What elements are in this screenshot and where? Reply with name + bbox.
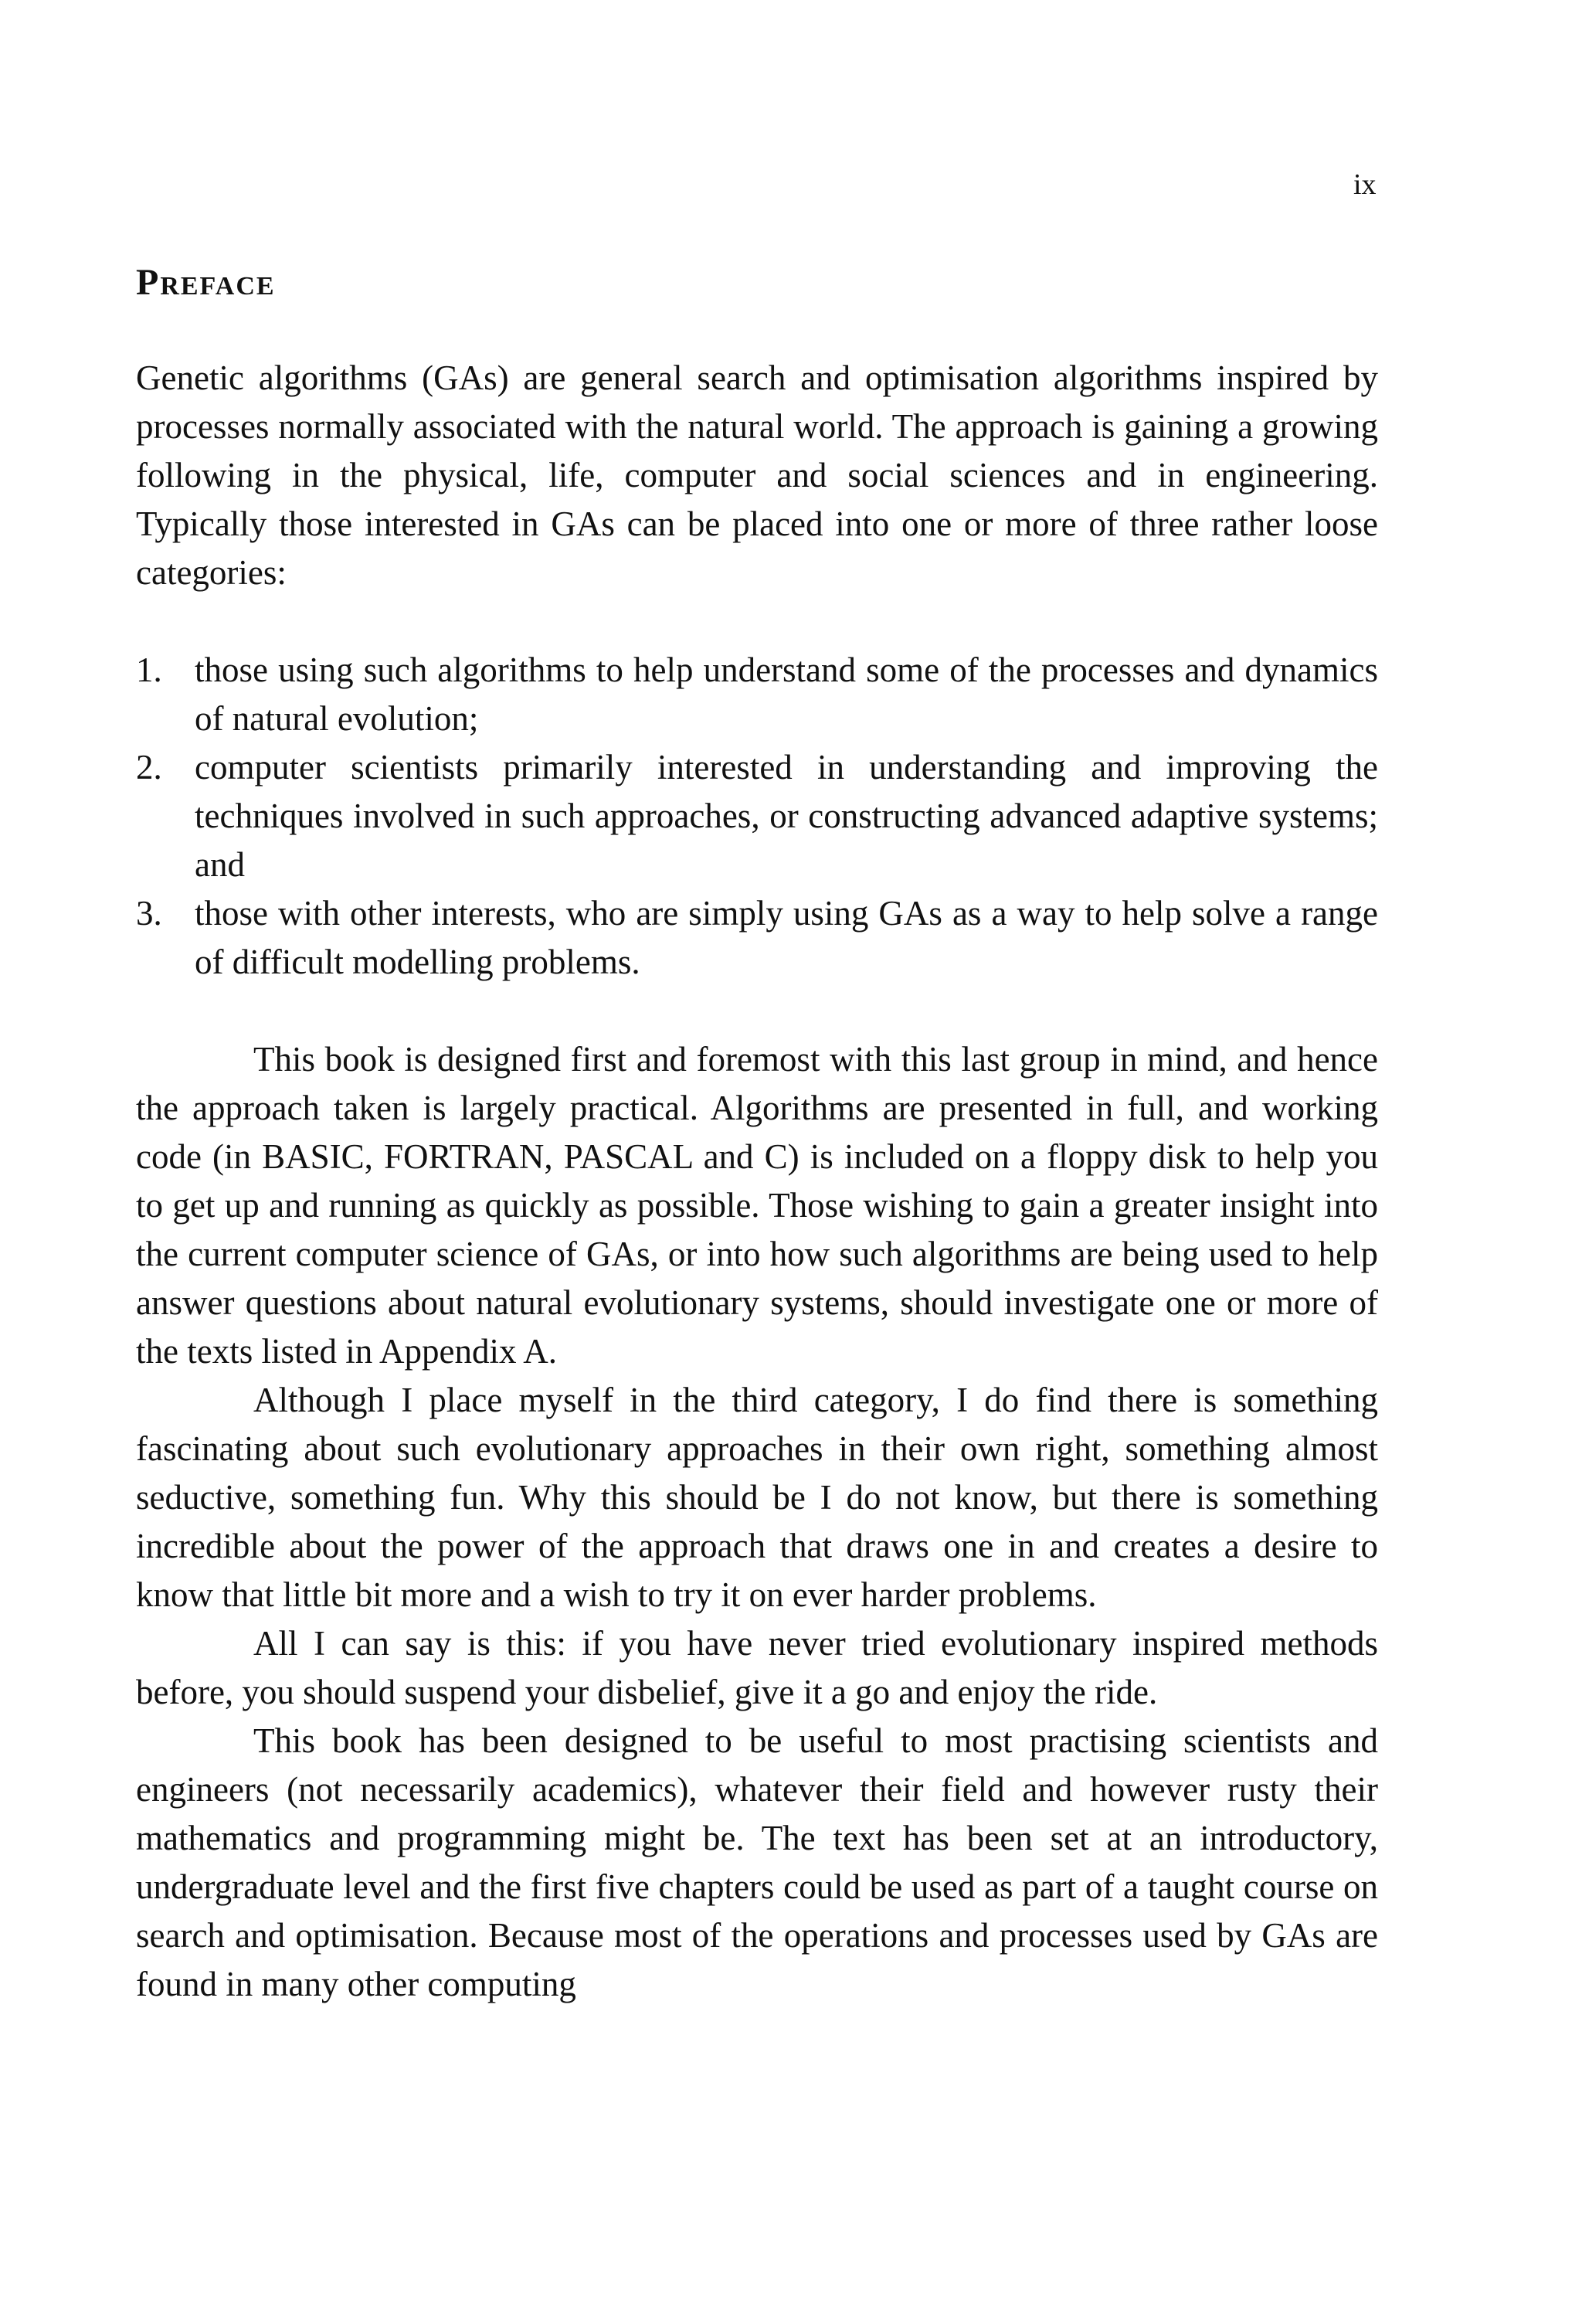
paragraph: All I can say is this: if you have never tried evolutionary inspired methods before, you should suspend your disbelief, give it a go and enjoy the ride. [136, 1624, 1378, 1711]
list-item-number: 2. [136, 748, 162, 787]
list-item [136, 743, 1378, 889]
list-item-text: those with other interests, who are simply using GAs as a way to help solve a range of difficult modelling problems. [195, 894, 1378, 981]
list-item-text: computer scientists primarily interested in understanding and improving the techniques involved in such approaches, or constructing advanced adaptive systems; and [195, 748, 1378, 884]
list-item-number: 1. [136, 651, 162, 689]
paragraph: Although I place myself in the third category, I do find there is something fascinating about such evolutionary approaches in their own right, something almost seductive, something fun. Why this should be I do not know, but there is something incredible about the power of the approach that draws one in and creates a desire to know that little bit more and a wish to try it on ever harder problems. [136, 1381, 1378, 1614]
page-number: ix [1353, 168, 1377, 201]
body-text [136, 354, 1378, 2009]
intro-paragraph: Genetic algorithms (GAs) are general search and optimisation algorithms inspired by processes normally associated with the natural world. The approach is gaining a growing following in the physical, life, computer and social sciences and in engineering. Typically those interested in GAs can be placed into one or more of three rather loose categories: [136, 358, 1378, 592]
paragraph: This book is designed first and foremost with this last group in mind, and hence the approach taken is largely practical. Algorithms are presented in full, and working code (in BASIC, FORTRAN, PASCAL and C) is included on a floppy disk to help you to get up and running as quickly as possible. Those wishing to gain a greater insight into the current computer science of GAs, or into how such algorithms are being used to help answer questions about natural evolutionary systems, should investigate one or more of the texts listed in Appendix A. [136, 1040, 1378, 1371]
categories-list [136, 646, 1378, 987]
section-heading: Preface [136, 262, 276, 303]
list-item-number: 3. [136, 894, 162, 933]
paragraph: This book has been designed to be useful to most practising scientists and engineers (not necessarily academics), whatever their field and however rusty their mathematics and programming might be. The text has been set at an introductory, undergraduate level and the first five chapters could be used as part of a taught course on search and optimisation. Because most of the operations and processes used by GAs are found in many other computing [136, 1721, 1378, 2003]
list-item [136, 646, 1378, 743]
list-item [136, 889, 1378, 987]
list-item-text: those using such algorithms to help understand some of the processes and dynamics of natural evolution; [195, 651, 1378, 738]
